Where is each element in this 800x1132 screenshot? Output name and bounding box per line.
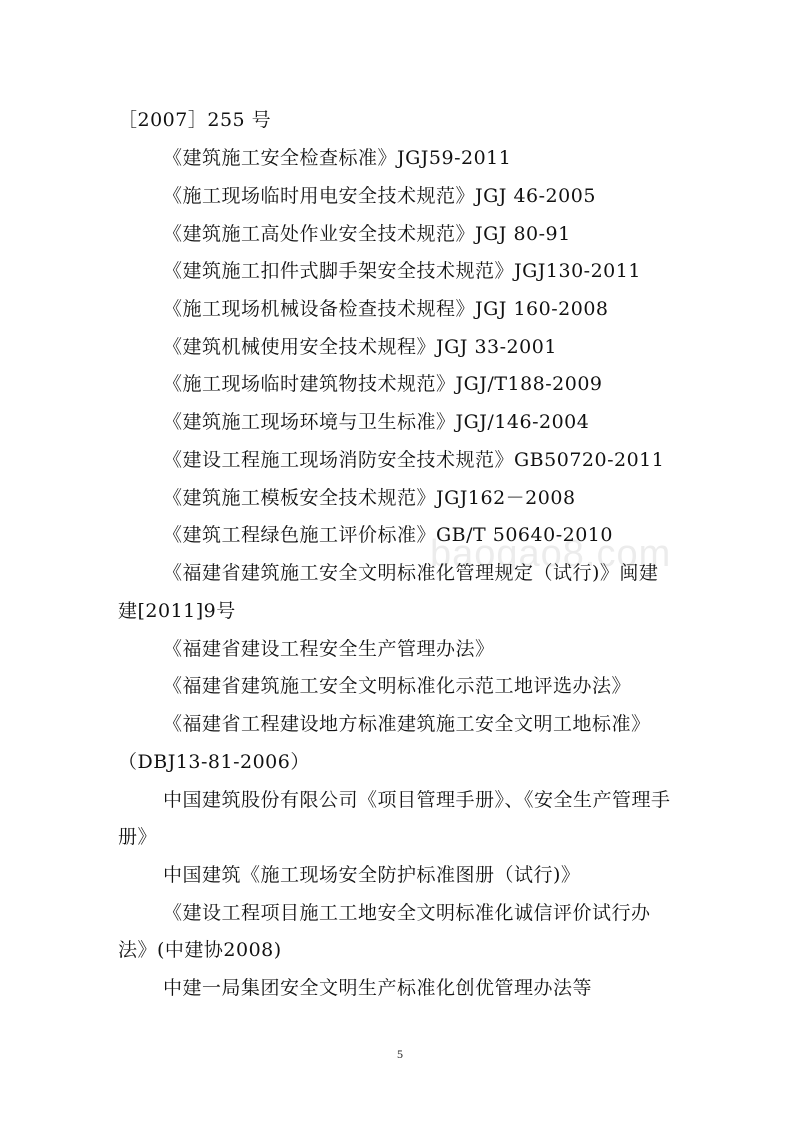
text-line: 《建设工程项目施工工地安全文明标准化诚信评价试行办 <box>163 902 651 924</box>
text-line: 《施工现场临时建筑物技术规范》JGJ/T188-2009 <box>163 373 603 395</box>
page-number: 5 <box>397 1047 403 1061</box>
text-line: 《建筑施工安全检查标准》JGJ59-2011 <box>163 147 512 169</box>
text-line: 中建一局集团安全文明生产标准化创优管理办法等 <box>163 977 593 999</box>
text-line: 册》 <box>118 826 158 848</box>
text-line: 《建筑施工高处作业安全技术规范》JGJ 80-91 <box>163 223 571 245</box>
text-line: 《建筑施工模板安全技术规范》JGJ162－2008 <box>163 487 576 509</box>
text-line: （DBJ13-81-2006） <box>118 751 310 773</box>
text-line: 《建筑机械使用安全技术规程》JGJ 33-2001 <box>163 336 557 358</box>
text-line: 中国建筑《施工现场安全防护标准图册（试行)》 <box>163 864 581 886</box>
text-line: 《福建省建筑施工安全文明标准化管理规定（试行)》闽建 <box>163 562 659 584</box>
text-line: 《施工现场机械设备检查技术规程》JGJ 160-2008 <box>163 298 609 320</box>
text-line: 《福建省工程建设地方标准建筑施工安全文明工地标准》 <box>163 713 651 735</box>
text-line: 《福建省建设工程安全生产管理办法》 <box>163 638 495 660</box>
text-line: 《建设工程施工现场消防安全技术规范》GB50720-2011 <box>163 449 665 471</box>
text-line: 《福建省建筑施工安全文明标准化示范工地评选办法》 <box>163 675 632 697</box>
text-line: 中国建筑股份有限公司《项目管理手册》、《安全生产管理手 <box>163 789 671 811</box>
text-line: 《建筑施工扣件式脚手架安全技术规范》JGJ130-2011 <box>163 260 641 282</box>
text-line: 法》(中建协2008) <box>118 939 282 961</box>
watermark: baogao8.com <box>430 533 672 575</box>
text-line: 《建筑工程绿色施工评价标准》GB/T 50640-2010 <box>163 524 613 546</box>
text-line: 《建筑施工现场环境与卫生标准》JGJ/146-2004 <box>163 411 590 433</box>
text-line: 建[2011]9号 <box>118 600 236 622</box>
text-line: ［2007］255 号 <box>118 109 272 131</box>
text-line: 《施工现场临时用电安全技术规范》JGJ 46-2005 <box>163 185 596 207</box>
